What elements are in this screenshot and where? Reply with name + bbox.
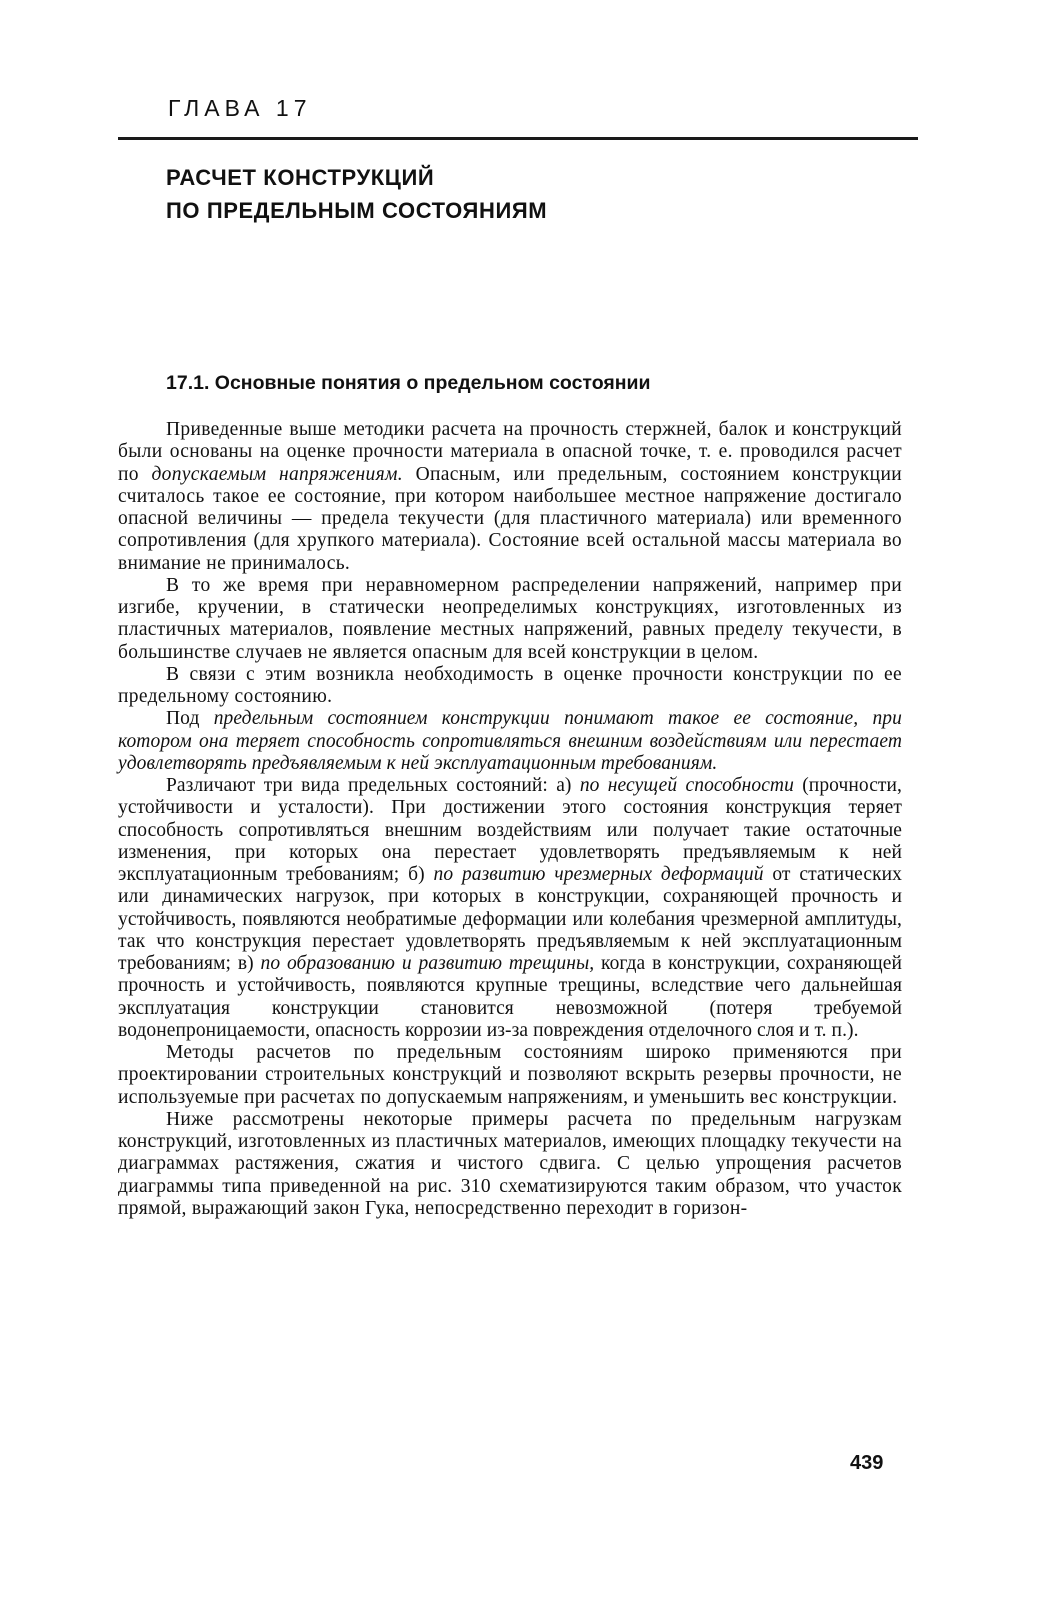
paragraph-2-text: В то же время при неравномерном распределении напряжений, например при изгибе, кручении, в статически неопределимых конструкциях, изготовленных из пластичных материалов, появление местных напряжений, равных пределу текучести, в большинстве случаев не является опасным для всей конструкции в целом. — [118, 574, 902, 663]
paragraph-1-text-a: Приведенные выше методики расчета на прочность стержней, балок и конструкций были основаны на оценке прочности материала в опасной точке, т. е. проводился расчет по — [118, 419, 902, 485]
paragraph-3-text: В связи с этим возникла необходимость в оценке прочности конструкции по ее предельному состоянию. — [118, 663, 902, 707]
chapter-title — [166, 161, 547, 227]
paragraph-5-text-c: от статических или динамических нагрузок, при которых в конструкции, сохраняющей прочность и устойчивость, появляются необратимые деформации или колебания чрезмерной амплитуды, так что конструкция перестает удовлетворять предъявляемым к ней эксплуатационным требованиям; в) — [118, 864, 903, 974]
body-text — [118, 419, 902, 1220]
paragraph-6 — [118, 1042, 902, 1109]
paragraph-4-text-a: Под — [166, 708, 214, 730]
paragraph-5-emphasis-b: по развитию чрезмерных деформаций — [433, 864, 764, 885]
paragraph-6-text: Методы расчетов по предельным состояниям широко применяются при проектировании строительных конструкций и позволяют вскрыть резервы прочности, не используемые при расчетах по допускаемым напряжениям, и уменьшить вес конструкции. — [118, 1042, 902, 1108]
paragraph-1 — [118, 419, 902, 575]
paragraph-4-emphasis-a: предельным состоянием конструкции понимают такое ее состояние, при котором она теряет способность сопротивляться внешним воздействиям или перестает удовлетворять предъявляемым к ней эксплуатационным требованиям. — [118, 708, 902, 774]
chapter-label: ГЛАВА 17 — [168, 95, 312, 121]
chapter-title-line-2: ПО ПРЕДЕЛЬНЫМ СОСТОЯНИЯМ — [166, 198, 548, 223]
paragraph-4 — [118, 708, 902, 775]
chapter-title-line-1: РАСЧЕТ КОНСТРУКЦИЙ — [166, 165, 435, 190]
paragraph-7-text: Ниже рассмотрены некоторые примеры расчета по предельным нагрузкам конструкций, изготовленных из пластичных материалов, имеющих площадку текучести на диаграммах растяжения, сжатия и чистого сдвига. С целью упрощения расчетов диаграммы типа приведенной на рис. 310 схематизируются таким образом, что участок прямой, выражающий закон Гука, непосредственно переходит в горизон- — [118, 1108, 902, 1219]
page-number: 439 — [850, 1452, 884, 1474]
paragraph-5-text-d: когда в конструкции, сохраняющей прочность и устойчивость, появляются крупные трещины, вследствие чего дальнейшая эксплуатация конструкции становится невозможной (потеря требуемой водонепроницаемости, опасность коррозии из-за повреждения отделочного слоя и т. п.). — [118, 953, 902, 1041]
paragraph-5-text-a: Различают три вида предельных состояний: а) — [166, 775, 580, 796]
paragraph-5 — [118, 775, 902, 1042]
paragraph-1-emphasis-a: допускаемым напряжениям. — [151, 463, 404, 485]
chapter-divider — [118, 137, 918, 140]
paragraph-5-emphasis-c: по образованию и развитию трещины, — [260, 953, 595, 974]
paragraph-1-text-b: Опасным, или предельным, состоянием конструкции считалось такое ее состояние, при котором наибольшее местное напряжение достигало опасной величины — предела текучести (для пластичного материала) или временного сопротивления (для хрупкого материала). Состояние всей остальной массы материала во внимание не принималось. — [118, 463, 902, 574]
section-heading: 17.1. Основные понятия о предельном состоянии — [166, 372, 651, 394]
paragraph-5-text-b: (прочности, устойчивости и усталости). При достижении этого состояния конструкция теряет способность сопротивляться внешним воздействиям или получает такие остаточные изменения, при которых она перестает удовлетворять предъявляемым к ней эксплуатационным требованиям; б) — [118, 775, 902, 885]
paragraph-2 — [118, 575, 902, 664]
paragraph-3 — [118, 664, 902, 709]
paragraph-5-emphasis-a: по несущей способности — [579, 775, 794, 796]
paragraph-7 — [118, 1109, 902, 1220]
